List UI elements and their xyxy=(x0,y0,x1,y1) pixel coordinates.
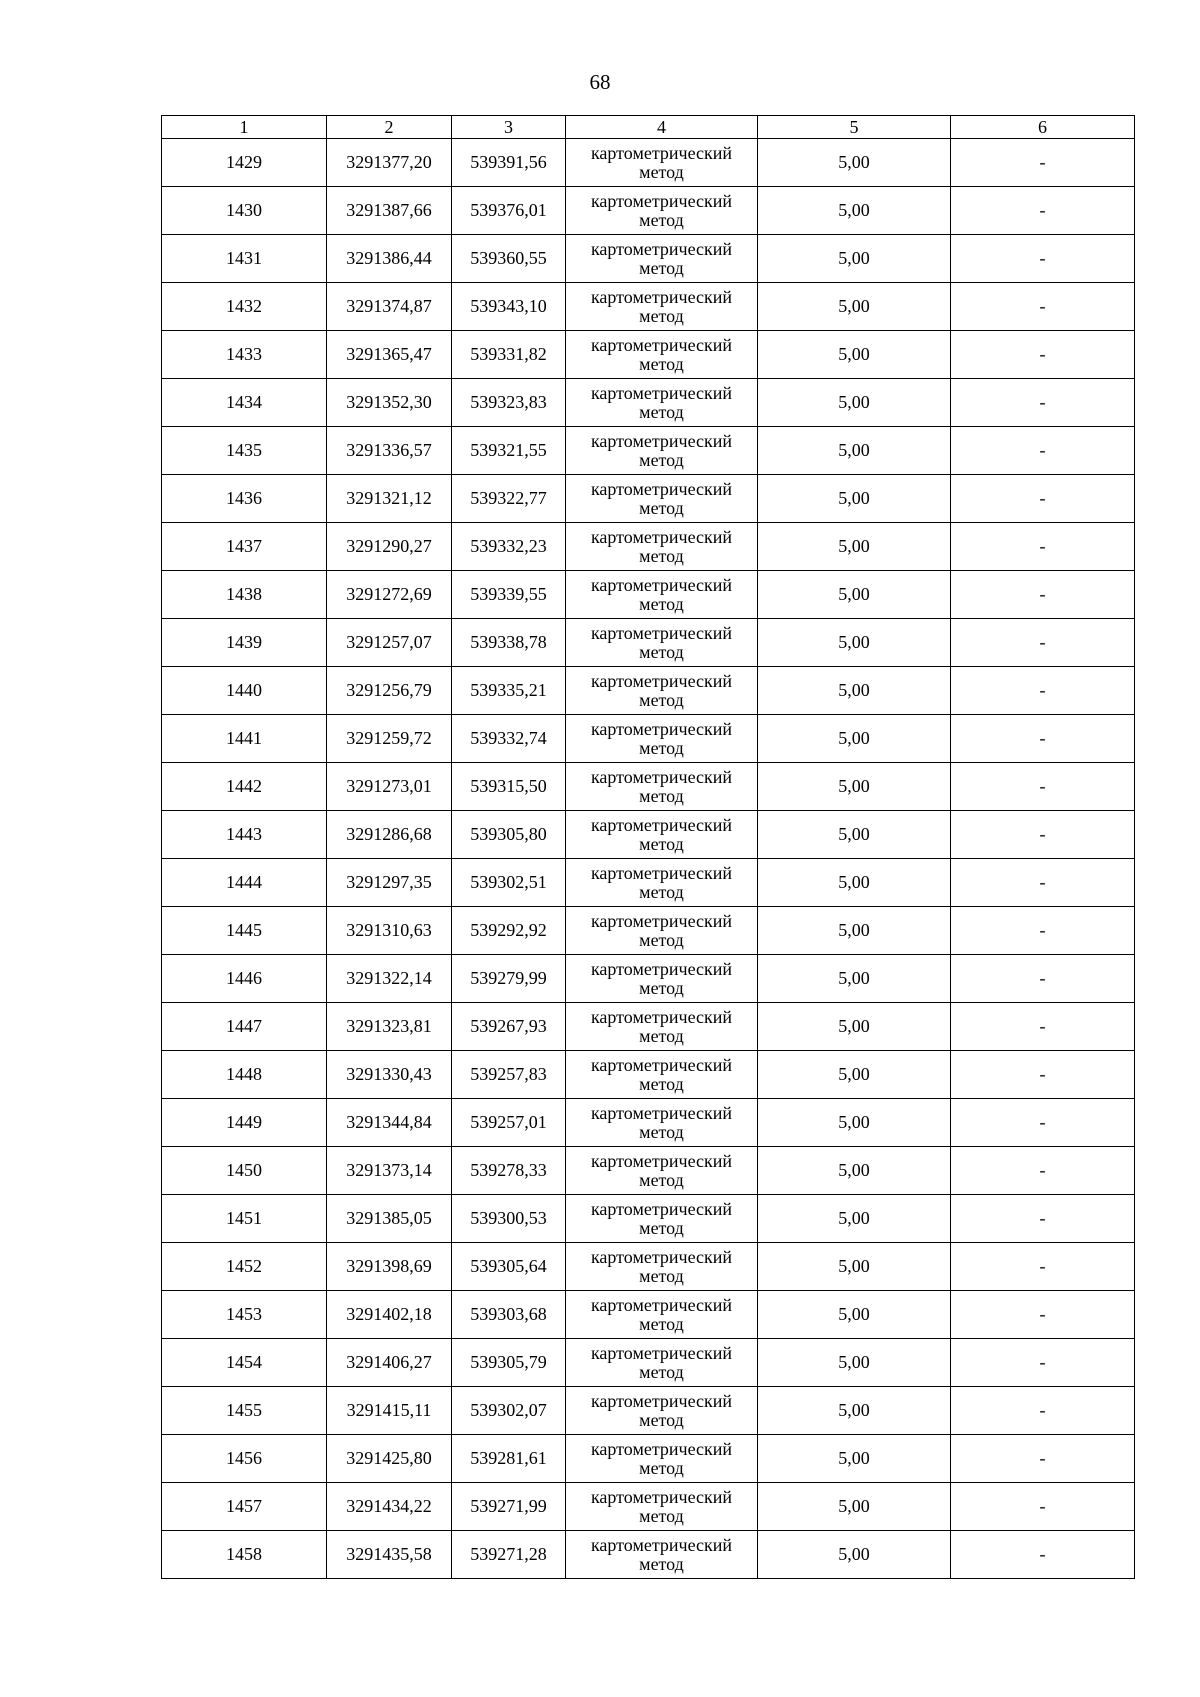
point-number-cell: 1446 xyxy=(162,955,327,1003)
table-row xyxy=(162,619,1135,667)
method-cell xyxy=(566,1339,758,1387)
method-line-1: картометрический xyxy=(590,862,733,883)
table-row xyxy=(162,331,1135,379)
note-cell: - xyxy=(951,235,1135,283)
table-body xyxy=(162,116,1135,1579)
x-coordinate-cell: 3291321,12 xyxy=(327,475,452,523)
x-coordinate-cell: 3291344,84 xyxy=(327,1099,452,1147)
table-row xyxy=(162,427,1135,475)
coordinates-table xyxy=(161,115,1135,1579)
note-cell: - xyxy=(951,427,1135,475)
note-cell: - xyxy=(951,1147,1135,1195)
method-line-2: метод xyxy=(639,497,684,518)
note-cell: - xyxy=(951,1339,1135,1387)
method-line-1: картометрический xyxy=(590,718,733,739)
x-coordinate-cell: 3291259,72 xyxy=(327,715,452,763)
note-cell: - xyxy=(951,619,1135,667)
method-cell xyxy=(566,379,758,427)
accuracy-cell: 5,00 xyxy=(758,1243,951,1291)
method-line-2: метод xyxy=(639,929,684,950)
y-coordinate-cell: 539339,55 xyxy=(452,571,566,619)
method-line-1: картометрический xyxy=(590,670,733,691)
point-number-cell: 1444 xyxy=(162,859,327,907)
y-coordinate-cell: 539281,61 xyxy=(452,1435,566,1483)
method-line-2: метод xyxy=(639,545,684,566)
x-coordinate-cell: 3291365,47 xyxy=(327,331,452,379)
method-line-1: картометрический xyxy=(590,1294,733,1315)
accuracy-cell: 5,00 xyxy=(758,1387,951,1435)
method-line-1: картометрический xyxy=(590,1438,733,1459)
x-coordinate-cell: 3291387,66 xyxy=(327,187,452,235)
method-line-1: картометрический xyxy=(590,1246,733,1267)
point-number-cell: 1458 xyxy=(162,1531,327,1579)
point-number-cell: 1448 xyxy=(162,1051,327,1099)
note-cell: - xyxy=(951,1531,1135,1579)
method-line-2: метод xyxy=(639,209,684,230)
method-cell xyxy=(566,1099,758,1147)
accuracy-cell: 5,00 xyxy=(758,955,951,1003)
y-coordinate-cell: 539257,01 xyxy=(452,1099,566,1147)
point-number-cell: 1429 xyxy=(162,139,327,187)
method-line-2: метод xyxy=(639,977,684,998)
note-cell: - xyxy=(951,571,1135,619)
table-row xyxy=(162,139,1135,187)
x-coordinate-cell: 3291386,44 xyxy=(327,235,452,283)
method-cell xyxy=(566,715,758,763)
method-line-2: метод xyxy=(639,449,684,470)
point-number-cell: 1432 xyxy=(162,283,327,331)
accuracy-cell: 5,00 xyxy=(758,667,951,715)
y-coordinate-cell: 539271,99 xyxy=(452,1483,566,1531)
note-cell: - xyxy=(951,763,1135,811)
method-cell xyxy=(566,763,758,811)
x-coordinate-cell: 3291352,30 xyxy=(327,379,452,427)
accuracy-cell: 5,00 xyxy=(758,235,951,283)
accuracy-cell: 5,00 xyxy=(758,907,951,955)
point-number-cell: 1445 xyxy=(162,907,327,955)
method-line-1: картометрический xyxy=(590,1054,733,1075)
accuracy-cell: 5,00 xyxy=(758,859,951,907)
table-row xyxy=(162,955,1135,1003)
column-header: 4 xyxy=(566,116,758,139)
y-coordinate-cell: 539323,83 xyxy=(452,379,566,427)
method-line-1: картометрический xyxy=(590,190,733,211)
table-row xyxy=(162,1291,1135,1339)
x-coordinate-cell: 3291256,79 xyxy=(327,667,452,715)
note-cell: - xyxy=(951,139,1135,187)
method-cell xyxy=(566,907,758,955)
y-coordinate-cell: 539332,23 xyxy=(452,523,566,571)
accuracy-cell: 5,00 xyxy=(758,715,951,763)
note-cell: - xyxy=(951,475,1135,523)
accuracy-cell: 5,00 xyxy=(758,763,951,811)
column-header: 3 xyxy=(452,116,566,139)
method-line-2: метод xyxy=(639,1457,684,1478)
x-coordinate-cell: 3291297,35 xyxy=(327,859,452,907)
point-number-cell: 1449 xyxy=(162,1099,327,1147)
note-cell: - xyxy=(951,859,1135,907)
method-line-1: картометрический xyxy=(590,1486,733,1507)
note-cell: - xyxy=(951,1243,1135,1291)
accuracy-cell: 5,00 xyxy=(758,331,951,379)
method-line-1: картометрический xyxy=(590,814,733,835)
method-cell xyxy=(566,811,758,859)
accuracy-cell: 5,00 xyxy=(758,571,951,619)
x-coordinate-cell: 3291286,68 xyxy=(327,811,452,859)
method-line-2: метод xyxy=(639,689,684,710)
note-cell: - xyxy=(951,1003,1135,1051)
y-coordinate-cell: 539321,55 xyxy=(452,427,566,475)
method-line-2: метод xyxy=(639,1553,684,1574)
point-number-cell: 1452 xyxy=(162,1243,327,1291)
x-coordinate-cell: 3291257,07 xyxy=(327,619,452,667)
table-row xyxy=(162,235,1135,283)
method-line-1: картометрический xyxy=(590,622,733,643)
point-number-cell: 1433 xyxy=(162,331,327,379)
method-cell xyxy=(566,1147,758,1195)
accuracy-cell: 5,00 xyxy=(758,619,951,667)
x-coordinate-cell: 3291374,87 xyxy=(327,283,452,331)
point-number-cell: 1455 xyxy=(162,1387,327,1435)
accuracy-cell: 5,00 xyxy=(758,523,951,571)
method-cell xyxy=(566,1291,758,1339)
note-cell: - xyxy=(951,667,1135,715)
note-cell: - xyxy=(951,1051,1135,1099)
accuracy-cell: 5,00 xyxy=(758,1483,951,1531)
y-coordinate-cell: 539322,77 xyxy=(452,475,566,523)
table-row xyxy=(162,523,1135,571)
x-coordinate-cell: 3291435,58 xyxy=(327,1531,452,1579)
y-coordinate-cell: 539302,51 xyxy=(452,859,566,907)
y-coordinate-cell: 539391,56 xyxy=(452,139,566,187)
point-number-cell: 1438 xyxy=(162,571,327,619)
method-line-2: метод xyxy=(639,1217,684,1238)
method-line-1: картометрический xyxy=(590,1006,733,1027)
method-line-1: картометрический xyxy=(590,382,733,403)
table-row xyxy=(162,715,1135,763)
method-cell xyxy=(566,187,758,235)
x-coordinate-cell: 3291425,80 xyxy=(327,1435,452,1483)
method-cell xyxy=(566,1195,758,1243)
method-cell xyxy=(566,667,758,715)
x-coordinate-cell: 3291377,20 xyxy=(327,139,452,187)
method-cell xyxy=(566,619,758,667)
point-number-cell: 1441 xyxy=(162,715,327,763)
method-line-1: картометрический xyxy=(590,574,733,595)
note-cell: - xyxy=(951,715,1135,763)
point-number-cell: 1443 xyxy=(162,811,327,859)
method-line-2: метод xyxy=(639,161,684,182)
method-line-1: картометрический xyxy=(590,1198,733,1219)
method-cell xyxy=(566,571,758,619)
column-header: 5 xyxy=(758,116,951,139)
column-header: 2 xyxy=(327,116,452,139)
x-coordinate-cell: 3291290,27 xyxy=(327,523,452,571)
method-line-2: метод xyxy=(639,1121,684,1142)
table-row xyxy=(162,811,1135,859)
point-number-cell: 1450 xyxy=(162,1147,327,1195)
table-row xyxy=(162,1195,1135,1243)
x-coordinate-cell: 3291272,69 xyxy=(327,571,452,619)
accuracy-cell: 5,00 xyxy=(758,139,951,187)
point-number-cell: 1430 xyxy=(162,187,327,235)
y-coordinate-cell: 539305,79 xyxy=(452,1339,566,1387)
table-row xyxy=(162,907,1135,955)
method-line-2: метод xyxy=(639,1025,684,1046)
y-coordinate-cell: 539360,55 xyxy=(452,235,566,283)
method-cell xyxy=(566,235,758,283)
method-line-1: картометрический xyxy=(590,958,733,979)
method-line-1: картометрический xyxy=(590,1150,733,1171)
method-line-1: картометрический xyxy=(590,1342,733,1363)
y-coordinate-cell: 539292,92 xyxy=(452,907,566,955)
y-coordinate-cell: 539300,53 xyxy=(452,1195,566,1243)
table-row xyxy=(162,1387,1135,1435)
note-cell: - xyxy=(951,331,1135,379)
method-line-2: метод xyxy=(639,881,684,902)
x-coordinate-cell: 3291310,63 xyxy=(327,907,452,955)
table-row xyxy=(162,1435,1135,1483)
method-line-1: картометрический xyxy=(590,1534,733,1555)
note-cell: - xyxy=(951,1483,1135,1531)
note-cell: - xyxy=(951,283,1135,331)
accuracy-cell: 5,00 xyxy=(758,1195,951,1243)
y-coordinate-cell: 539305,80 xyxy=(452,811,566,859)
point-number-cell: 1454 xyxy=(162,1339,327,1387)
method-line-2: метод xyxy=(639,1073,684,1094)
x-coordinate-cell: 3291373,14 xyxy=(327,1147,452,1195)
y-coordinate-cell: 539257,83 xyxy=(452,1051,566,1099)
method-line-2: метод xyxy=(639,641,684,662)
point-number-cell: 1434 xyxy=(162,379,327,427)
x-coordinate-cell: 3291336,57 xyxy=(327,427,452,475)
y-coordinate-cell: 539332,74 xyxy=(452,715,566,763)
point-number-cell: 1451 xyxy=(162,1195,327,1243)
method-cell xyxy=(566,475,758,523)
note-cell: - xyxy=(951,907,1135,955)
method-line-1: картометрический xyxy=(590,286,733,307)
method-line-2: метод xyxy=(639,1409,684,1430)
accuracy-cell: 5,00 xyxy=(758,379,951,427)
method-line-2: метод xyxy=(639,1505,684,1526)
x-coordinate-cell: 3291415,11 xyxy=(327,1387,452,1435)
y-coordinate-cell: 539303,68 xyxy=(452,1291,566,1339)
table-row xyxy=(162,859,1135,907)
table-row xyxy=(162,1531,1135,1579)
note-cell: - xyxy=(951,379,1135,427)
table-row xyxy=(162,571,1135,619)
method-cell xyxy=(566,1387,758,1435)
note-cell: - xyxy=(951,1387,1135,1435)
y-coordinate-cell: 539278,33 xyxy=(452,1147,566,1195)
point-number-cell: 1440 xyxy=(162,667,327,715)
accuracy-cell: 5,00 xyxy=(758,1291,951,1339)
point-number-cell: 1453 xyxy=(162,1291,327,1339)
y-coordinate-cell: 539343,10 xyxy=(452,283,566,331)
point-number-cell: 1457 xyxy=(162,1483,327,1531)
y-coordinate-cell: 539376,01 xyxy=(452,187,566,235)
accuracy-cell: 5,00 xyxy=(758,187,951,235)
method-line-1: картометрический xyxy=(590,238,733,259)
method-line-2: метод xyxy=(639,593,684,614)
column-header: 6 xyxy=(951,116,1135,139)
note-cell: - xyxy=(951,1099,1135,1147)
table-header-row xyxy=(162,116,1135,139)
method-line-1: картометрический xyxy=(590,1102,733,1123)
method-line-1: картометрический xyxy=(590,478,733,499)
method-line-2: метод xyxy=(639,257,684,278)
method-cell xyxy=(566,1435,758,1483)
point-number-cell: 1442 xyxy=(162,763,327,811)
point-number-cell: 1447 xyxy=(162,1003,327,1051)
method-line-1: картометрический xyxy=(590,910,733,931)
accuracy-cell: 5,00 xyxy=(758,475,951,523)
y-coordinate-cell: 539315,50 xyxy=(452,763,566,811)
method-cell xyxy=(566,955,758,1003)
method-cell xyxy=(566,283,758,331)
y-coordinate-cell: 539305,64 xyxy=(452,1243,566,1291)
table-row xyxy=(162,667,1135,715)
note-cell: - xyxy=(951,811,1135,859)
accuracy-cell: 5,00 xyxy=(758,427,951,475)
table-row xyxy=(162,1483,1135,1531)
x-coordinate-cell: 3291398,69 xyxy=(327,1243,452,1291)
point-number-cell: 1437 xyxy=(162,523,327,571)
y-coordinate-cell: 539271,28 xyxy=(452,1531,566,1579)
table-row xyxy=(162,379,1135,427)
accuracy-cell: 5,00 xyxy=(758,1147,951,1195)
point-number-cell: 1435 xyxy=(162,427,327,475)
point-number-cell: 1439 xyxy=(162,619,327,667)
method-cell xyxy=(566,859,758,907)
table-row xyxy=(162,1339,1135,1387)
table-row xyxy=(162,1147,1135,1195)
x-coordinate-cell: 3291273,01 xyxy=(327,763,452,811)
note-cell: - xyxy=(951,523,1135,571)
method-line-1: картометрический xyxy=(590,766,733,787)
x-coordinate-cell: 3291322,14 xyxy=(327,955,452,1003)
x-coordinate-cell: 3291385,05 xyxy=(327,1195,452,1243)
table-row xyxy=(162,283,1135,331)
y-coordinate-cell: 539302,07 xyxy=(452,1387,566,1435)
method-cell xyxy=(566,1051,758,1099)
x-coordinate-cell: 3291323,81 xyxy=(327,1003,452,1051)
method-line-2: метод xyxy=(639,833,684,854)
table-row xyxy=(162,187,1135,235)
x-coordinate-cell: 3291434,22 xyxy=(327,1483,452,1531)
x-coordinate-cell: 3291406,27 xyxy=(327,1339,452,1387)
method-line-1: картометрический xyxy=(590,142,733,163)
accuracy-cell: 5,00 xyxy=(758,1339,951,1387)
method-line-1: картометрический xyxy=(590,526,733,547)
table-row xyxy=(162,475,1135,523)
method-line-2: метод xyxy=(639,1361,684,1382)
y-coordinate-cell: 539267,93 xyxy=(452,1003,566,1051)
accuracy-cell: 5,00 xyxy=(758,1435,951,1483)
accuracy-cell: 5,00 xyxy=(758,1531,951,1579)
method-line-1: картометрический xyxy=(590,1390,733,1411)
table-row xyxy=(162,1051,1135,1099)
method-line-2: метод xyxy=(639,737,684,758)
accuracy-cell: 5,00 xyxy=(758,1003,951,1051)
method-cell xyxy=(566,1483,758,1531)
method-cell xyxy=(566,1003,758,1051)
accuracy-cell: 5,00 xyxy=(758,283,951,331)
table-row xyxy=(162,1243,1135,1291)
method-cell xyxy=(566,523,758,571)
y-coordinate-cell: 539338,78 xyxy=(452,619,566,667)
method-line-2: метод xyxy=(639,353,684,374)
note-cell: - xyxy=(951,1435,1135,1483)
method-cell xyxy=(566,331,758,379)
method-line-2: метод xyxy=(639,401,684,422)
table-row xyxy=(162,1099,1135,1147)
y-coordinate-cell: 539279,99 xyxy=(452,955,566,1003)
method-line-2: метод xyxy=(639,785,684,806)
point-number-cell: 1456 xyxy=(162,1435,327,1483)
method-cell xyxy=(566,139,758,187)
page-number: 68 xyxy=(589,70,611,94)
note-cell: - xyxy=(951,955,1135,1003)
method-cell xyxy=(566,427,758,475)
y-coordinate-cell: 539335,21 xyxy=(452,667,566,715)
accuracy-cell: 5,00 xyxy=(758,1051,951,1099)
method-cell xyxy=(566,1243,758,1291)
method-line-1: картометрический xyxy=(590,430,733,451)
point-number-cell: 1431 xyxy=(162,235,327,283)
column-header: 1 xyxy=(162,116,327,139)
method-line-2: метод xyxy=(639,1169,684,1190)
method-cell xyxy=(566,1531,758,1579)
method-line-2: метод xyxy=(639,1313,684,1334)
note-cell: - xyxy=(951,1291,1135,1339)
accuracy-cell: 5,00 xyxy=(758,811,951,859)
accuracy-cell: 5,00 xyxy=(758,1099,951,1147)
method-line-2: метод xyxy=(639,1265,684,1286)
table-row xyxy=(162,1003,1135,1051)
point-number-cell: 1436 xyxy=(162,475,327,523)
table-row xyxy=(162,763,1135,811)
note-cell: - xyxy=(951,1195,1135,1243)
y-coordinate-cell: 539331,82 xyxy=(452,331,566,379)
x-coordinate-cell: 3291402,18 xyxy=(327,1291,452,1339)
method-line-2: метод xyxy=(639,305,684,326)
method-line-1: картометрический xyxy=(590,334,733,355)
x-coordinate-cell: 3291330,43 xyxy=(327,1051,452,1099)
note-cell: - xyxy=(951,187,1135,235)
